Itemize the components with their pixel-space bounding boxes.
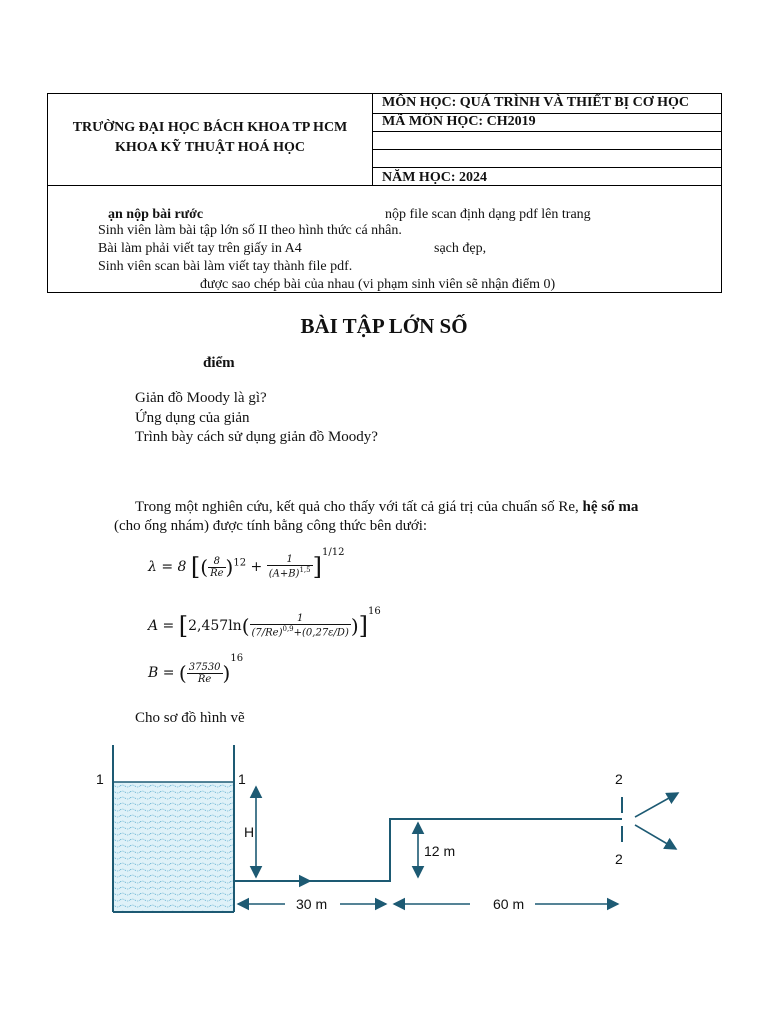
divider (372, 167, 721, 168)
length-30-label: 30 m (296, 896, 328, 912)
faculty-line: KHOA KỸ THUẬT HOÁ HỌC (114, 140, 306, 155)
school-name (48, 118, 372, 158)
note-line: nộp file scan định dạng pdf lên trang (385, 207, 591, 222)
equation-a (148, 606, 381, 640)
bracket: [ (190, 553, 201, 581)
jet-arrow-down (635, 825, 676, 849)
length-60-label: 60 m (493, 896, 525, 912)
note-line: Bài làm phải viết tay trên giấy in A4 (98, 241, 302, 256)
paragraph-text: (cho ống nhám) được tính bằng công thức bên dưới: (114, 518, 428, 534)
bracket: [ (178, 612, 189, 640)
equation-lhs: B = (148, 665, 175, 681)
question-item: Trình bày cách sử dụng giản đồ Moody? (135, 429, 378, 445)
fraction: $\frac{1}{(A+B)^{1,5}}$ (268, 554, 311, 580)
page-title: BÀI TẬP LỚN SỐ (300, 314, 468, 338)
coefficient: 2,457ln (188, 618, 242, 634)
exponent: 16 (368, 606, 381, 618)
diagram-caption: Cho sơ đồ hình vẽ (135, 710, 245, 726)
height-label: H (244, 824, 255, 840)
paren: ( (178, 661, 187, 685)
equation-b (148, 653, 244, 685)
divider (372, 131, 721, 132)
course-code: MÃ MÔN HỌC: CH2019 (382, 114, 536, 129)
exponent: 1/12 (321, 547, 345, 559)
paren: ) (350, 614, 359, 638)
paren: ( (200, 555, 209, 579)
paren: ) (225, 555, 234, 579)
paragraph (135, 499, 735, 516)
paragraph-bold: hệ số ma (582, 499, 639, 515)
jet-arrow-up (635, 793, 678, 817)
course-name: MÔN HỌC: QUÁ TRÌNH VÀ THIẾT BỊ CƠ HỌC (382, 95, 690, 110)
divider (372, 149, 721, 150)
bracket: ] (358, 612, 369, 640)
school-line: TRƯỜNG ĐẠI HỌC BÁCH KHOA TP HCM (72, 120, 348, 135)
point-2-top-label: 2 (615, 771, 623, 787)
exponent: 16 (230, 653, 244, 665)
fraction: $\frac{37530}{Re}$ (188, 661, 221, 685)
point-2-bottom-label: 2 (615, 851, 623, 867)
point-1-left-label: 1 (96, 771, 104, 787)
paren: ) (222, 661, 231, 685)
equation-lhs: λ = 8 (148, 559, 187, 575)
note-line: ạn nộp bài rước (108, 207, 204, 222)
equation-lhs: A = (148, 618, 175, 634)
tank-water-ripples (114, 782, 233, 911)
fraction: $\frac{8}{Re}$ (210, 555, 224, 579)
note-line: được sao chép bài của nhau (vi phạm sinh viên sẽ nhận điểm 0) (200, 277, 556, 292)
divider (372, 94, 373, 185)
plus-sign: + (250, 559, 263, 575)
fraction: $\frac{1}{(7/Re)^{0,9}+(0,27\varepsilon/D)}$ (251, 613, 349, 639)
note-line: sạch đẹp, (434, 241, 487, 256)
note-line: Sinh viên scan bài làm viết tay thành file pdf. (98, 259, 353, 274)
elevation-label: 12 m (424, 843, 456, 859)
equation-lambda (148, 547, 345, 581)
school-year: NĂM HỌC: 2024 (382, 170, 487, 185)
question-item: Ứng dụng của giản (135, 410, 250, 426)
header-table (47, 93, 722, 293)
section-label: điểm (203, 355, 235, 371)
bracket: ] (312, 553, 322, 581)
paragraph-text: Trong một nghiên cứu, kết quả cho thấy với tất cả giá trị của chuẩn số Re, (135, 499, 583, 515)
question-item: Giản đồ Moody là gì? (135, 390, 267, 406)
paren: ( (241, 614, 250, 638)
exponent: 12 (233, 557, 247, 569)
pipe-diagram (0, 735, 768, 935)
note-line: Sinh viên làm bài tập lớn số II theo hình thức cá nhân. (98, 223, 402, 238)
point-1-right-label: 1 (238, 771, 246, 787)
